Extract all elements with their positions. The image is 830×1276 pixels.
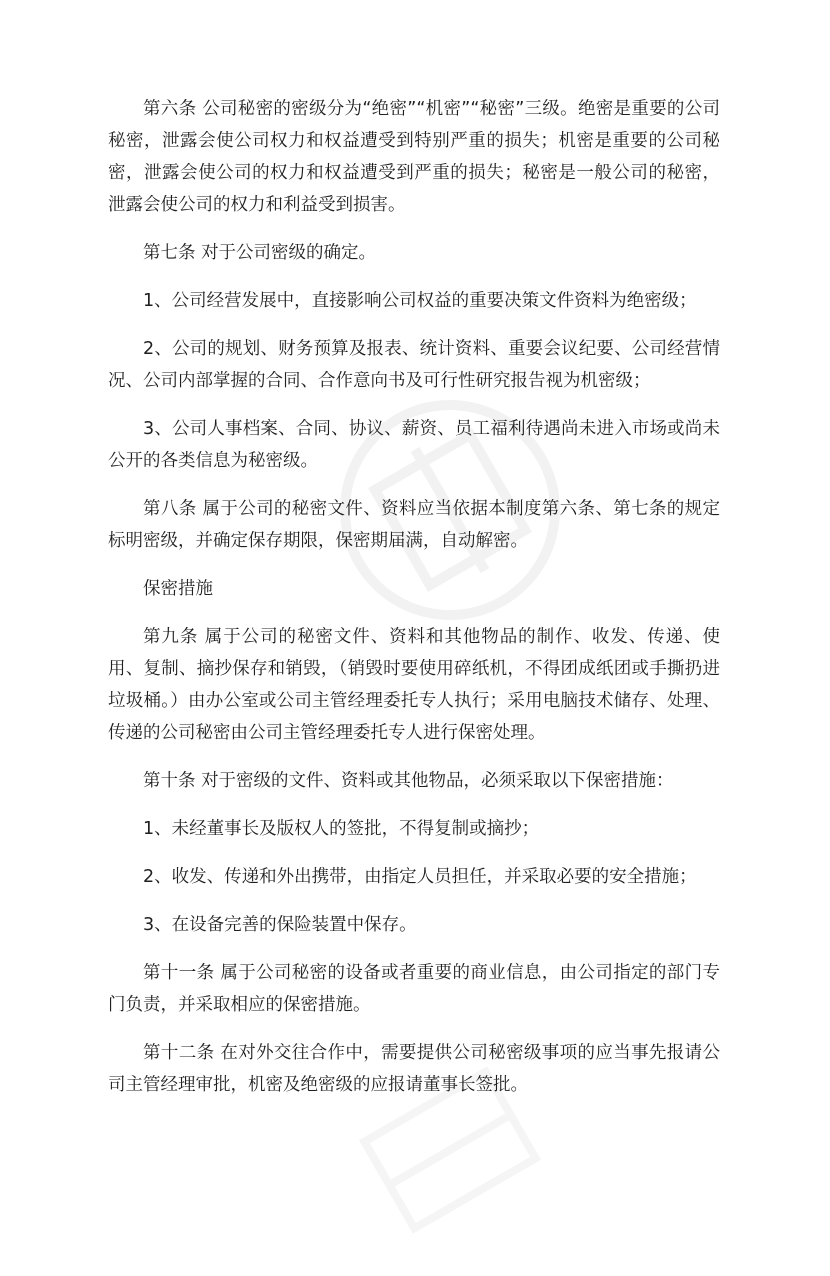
article-10: 第十条 对于密级的文件、资料或其他物品，必须采取以下保密措施： bbox=[143, 771, 674, 791]
article-7-item-3: 3、公司人事档案、合同、协议、薪资、员工福利待遇尚未进入市场或尚未公开的各类信息为秘密级。 bbox=[108, 419, 720, 471]
article-8: 第八条 属于公司的秘密文件、资料应当依据本制度第六条、第七条的规定标明密级，并确定保存期限，保密期届满，自动解密。 bbox=[108, 499, 720, 551]
document-body bbox=[108, 93, 720, 1117]
article-12: 第十二条 在对外交往合作中，需要提供公司秘密级事项的应当事先报请公司主管经理审批，机密及绝密级的应报请董事长签批。 bbox=[108, 1043, 720, 1095]
section-heading: 保密措施 bbox=[143, 579, 213, 599]
article-9: 第九条 属于公司的秘密文件、资料和其他物品的制作、收发、传递、使用、复制、摘抄保存和销毁，（销毁时要使用碎纸机，不得团成纸团或手撕扔进垃圾桶。）由办公室或公司主管经理委托专人执行；采用电脑技术储存、处理、传递的公司秘密由公司主管经理委托专人进行保密处理。 bbox=[108, 627, 720, 743]
article-11: 第十一条 属于公司秘密的设备或者重要的商业信息，由公司指定的部门专门负责，并采取相应的保密措施。 bbox=[108, 963, 720, 1015]
article-7: 第七条 对于公司密级的确定。 bbox=[143, 243, 377, 263]
article-10-item-3: 3、在设备完善的保险装置中保存。 bbox=[143, 915, 417, 935]
article-10-item-1: 1、未经董事长及版权人的签批，不得复制或摘抄； bbox=[143, 819, 540, 839]
article-6: 第六条 公司秘密的密级分为“绝密”“机密”“秘密”三级。绝密是重要的公司秘密，泄露会使公司权力和权益遭受到特别严重的损失；机密是重要的公司秘密，泄露会使公司的权力和权益遭受到严重的损失；秘密是一般公司的秘密，泄露会使公司的权力和利益受到损害。 bbox=[108, 99, 720, 215]
article-10-item-2: 2、收发、传递和外出携带，由指定人员担任，并采取必要的安全措施； bbox=[143, 867, 697, 887]
article-7-item-1: 1、公司经营发展中，直接影响公司权益的重要决策文件资料为绝密级； bbox=[143, 291, 697, 311]
article-7-item-2: 2、公司的规划、财务预算及报表、统计资料、重要会议纪要、公司经营情况、公司内部掌握的合同、合作意向书及可行性研究报告视为机密级； bbox=[108, 339, 720, 391]
